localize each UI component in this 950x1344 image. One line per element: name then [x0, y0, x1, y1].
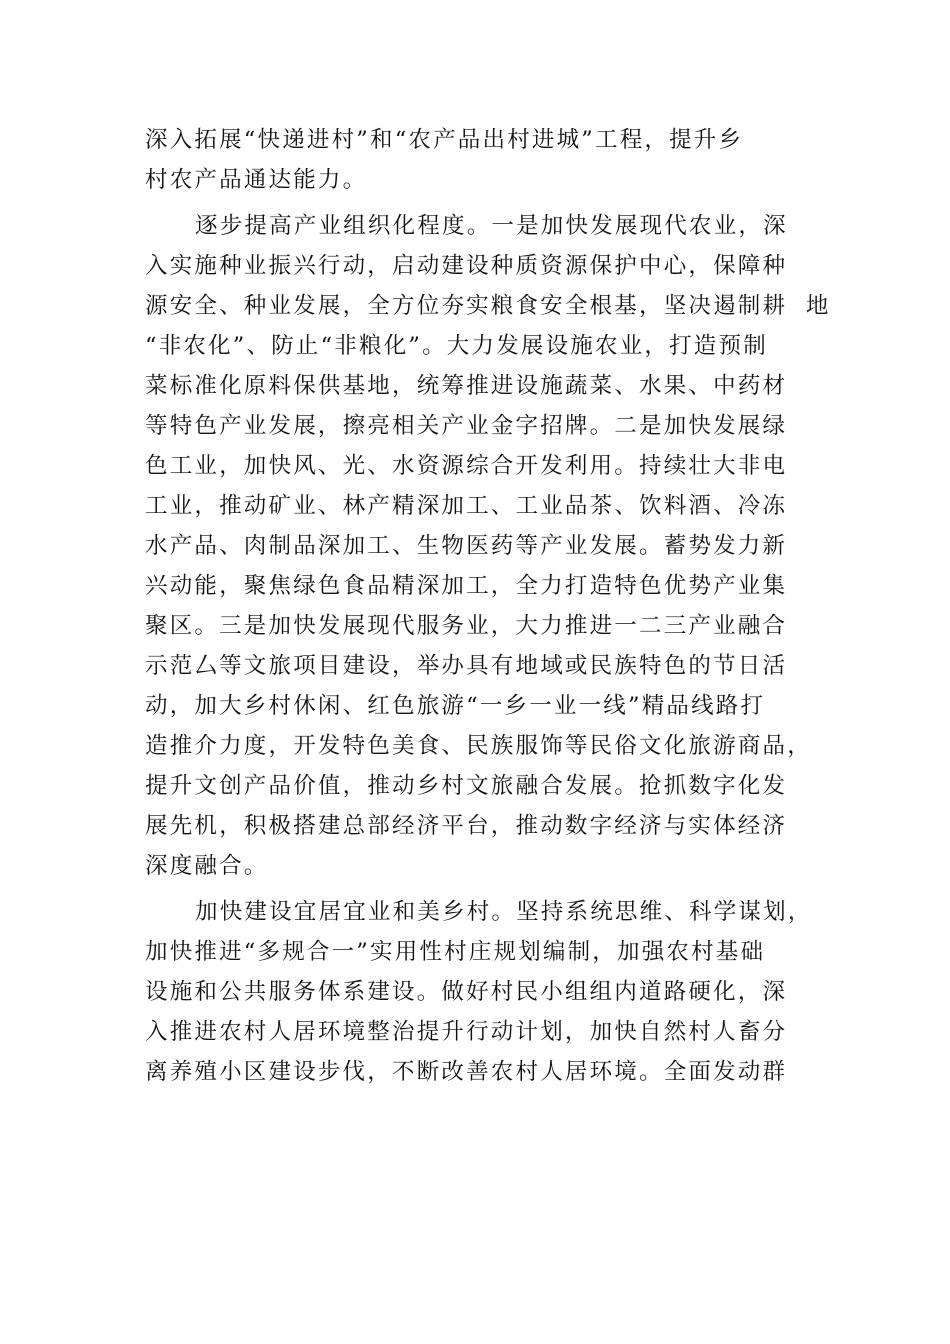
text-line: 动，加大乡村休闲、红色旅游“一乡一业一线”精品线路打: [145, 693, 766, 719]
text-line: 深度融合。: [145, 853, 269, 879]
text-line: 设施和公共服务体系建设。做好村民小组组内道路硬化，深: [145, 979, 788, 1005]
text-line: 工业，推动矿业、林产精深加工、工业品茶、饮料酒、冷冻: [145, 493, 788, 519]
paragraph: [145, 206, 831, 886]
text-line: 示范厶等文旅项目建设，举办具有地域或民族特色的节日活: [145, 653, 788, 679]
text-line: 色工业，加快风、光、水资源综合开发利用。持续壮大非电: [145, 453, 788, 479]
document-body: [145, 120, 831, 1092]
text-line: 入实施种业振兴行动，启动建设种质资源保护中心，保障种: [145, 253, 788, 279]
text-line: 源安全、种业发展，全方位夯实粮食安全根基，坚决遏制耕 地: [145, 293, 831, 319]
text-line: 加快建设宜居宜业和美乡村。坚持系统思维、科学谋划，: [195, 899, 813, 925]
text-line: 兴动能，聚焦绿色食品精深加工，全力打造特色优势产业集: [145, 573, 788, 599]
text-line: “非农化”、防止“非粮化”。大力发展设施农业，打造预制: [145, 333, 768, 359]
text-line: 等特色产业发展，擦亮相关产业金字招牌。二是加快发展绿: [145, 413, 788, 439]
text-line: 深入拓展“快递进村”和“农产品出村进城”工程，提升乡: [145, 127, 744, 153]
text-line: 聚区。三是加快发展现代服务业，大力推进一二三产业融合: [145, 613, 788, 639]
text-line: 菜标准化原料保供基地，统筹推进设施蔬菜、水果、中药材: [145, 373, 788, 399]
text-line: 提升文创产品价值，推动乡村文旅融合发展。抢抓数字化发: [145, 773, 788, 799]
text-line: 离养殖小区建设步伐，不断改善农村人居环境。全面发动群: [145, 1059, 788, 1085]
text-line: 入推进农村人居环境整治提升行动计划，加快自然村人畜分: [145, 1019, 788, 1045]
paragraph: [145, 892, 813, 1092]
text-line: 逐步提高产业组织化程度。一是加快发展现代农业，深: [195, 213, 788, 239]
text-line: 村农产品通达能力。: [145, 167, 368, 193]
text-line: 造推介力度，开发特色美食、民族服饰等民俗文化旅游商品，: [145, 733, 812, 759]
text-line: 加快推进“多规合一”实用性村庄规划编制，加强农村基础: [145, 939, 766, 965]
text-line: 展先机，积极搭建总部经济平台，推动数字经济与实体经济: [145, 813, 788, 839]
text-line: 水产品、肉制品深加工、生物医药等产业发展。蓄势发力新: [145, 533, 788, 559]
paragraph: [145, 120, 810, 200]
